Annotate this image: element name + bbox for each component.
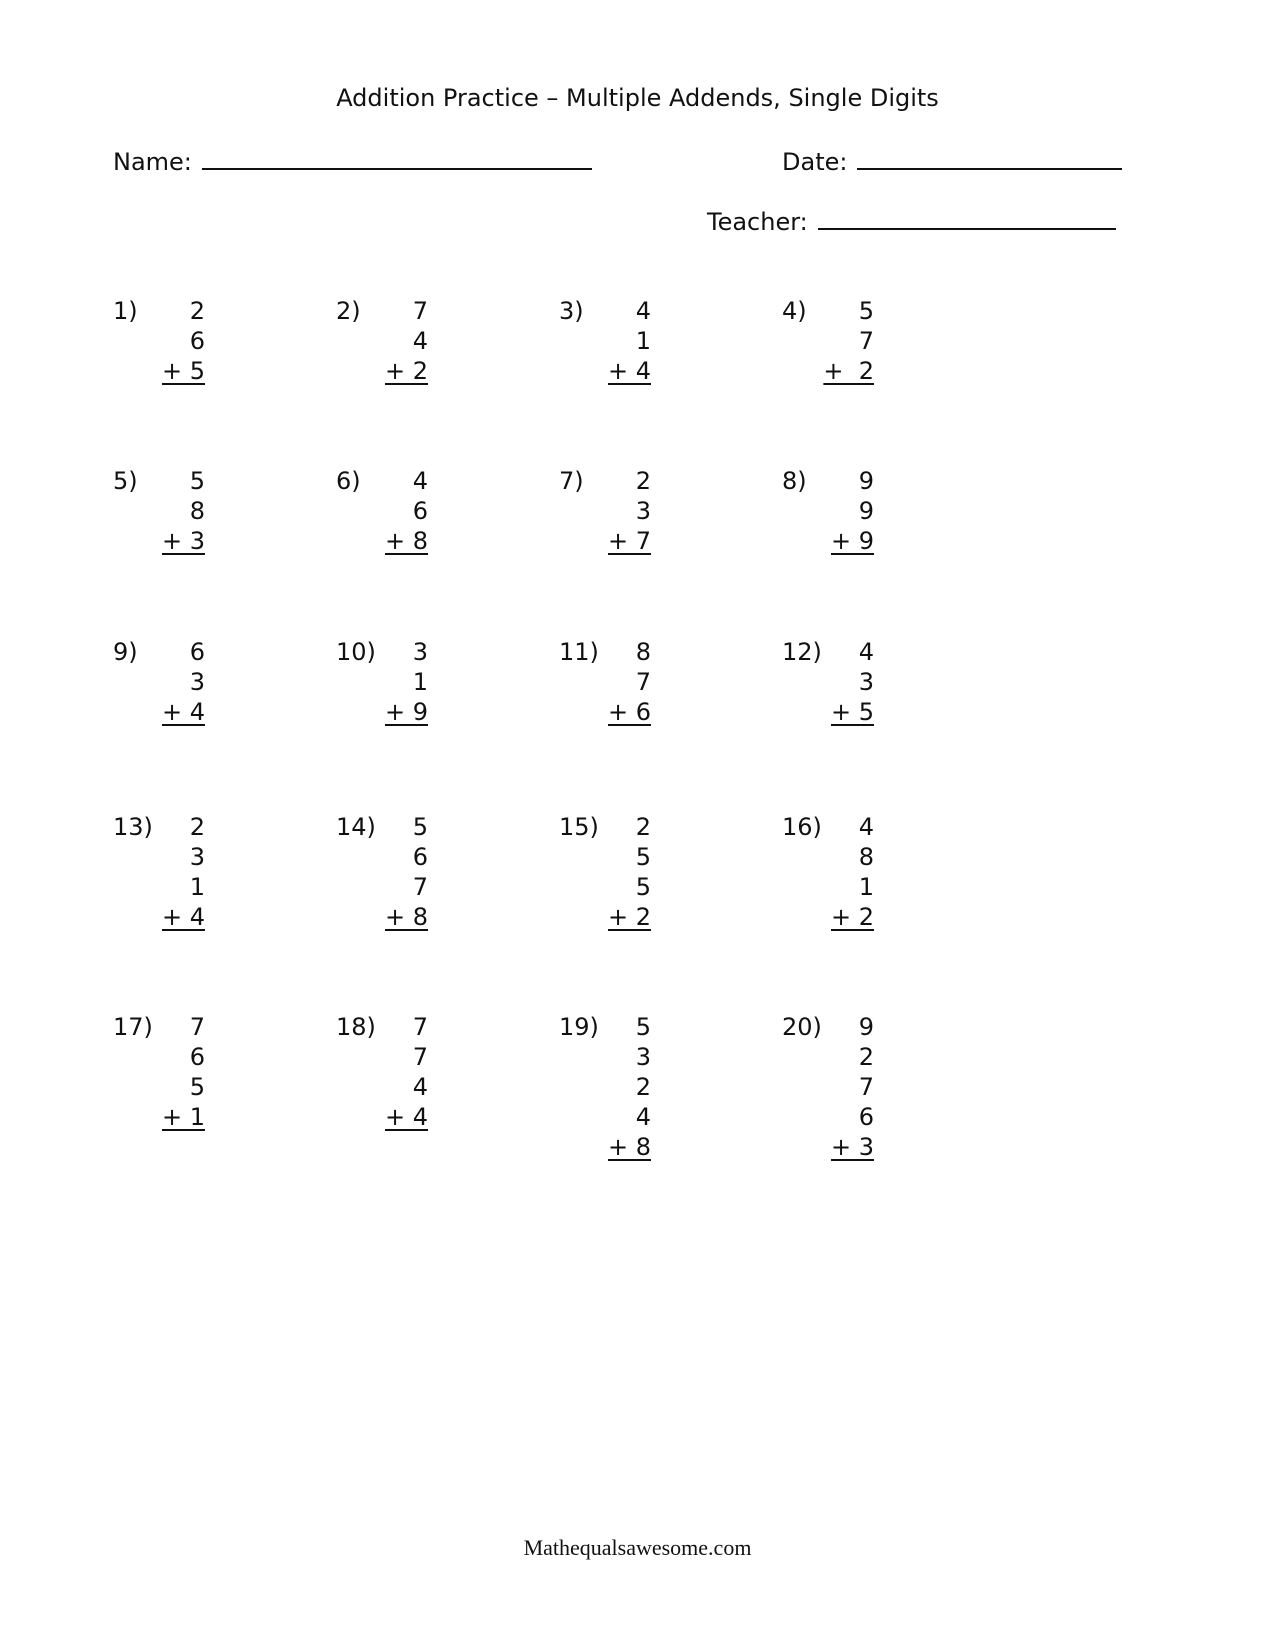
addend: 6 xyxy=(412,497,428,525)
problem-number: 7) xyxy=(559,467,584,495)
addend-stack xyxy=(336,1012,428,1132)
last-addend-with-plus: + 2 xyxy=(823,357,874,385)
addend: 4 xyxy=(412,1073,428,1101)
addend-stack xyxy=(336,637,428,727)
problem-number: 16) xyxy=(782,813,822,841)
addend: 3 xyxy=(635,497,651,525)
addend: 8 xyxy=(189,497,205,525)
addend-stack xyxy=(113,296,205,386)
addend: 7 xyxy=(412,297,428,325)
addend: 7 xyxy=(635,668,651,696)
date-blank-line[interactable] xyxy=(857,144,1122,170)
problem-number: 20) xyxy=(782,1013,822,1041)
problem-number: 10) xyxy=(336,638,376,666)
addend: 9 xyxy=(858,497,874,525)
addend: 3 xyxy=(189,843,205,871)
teacher-field[interactable] xyxy=(707,204,1116,236)
addend-stack xyxy=(113,1012,205,1132)
addend: 2 xyxy=(635,467,651,495)
addend: 3 xyxy=(635,1043,651,1071)
addend: 1 xyxy=(412,668,428,696)
addend: 2 xyxy=(189,813,205,841)
addend: 1 xyxy=(189,873,205,901)
addend: 9 xyxy=(858,467,874,495)
problem-number: 17) xyxy=(113,1013,153,1041)
last-addend-with-plus: + 2 xyxy=(830,903,874,931)
teacher-blank-line[interactable] xyxy=(818,204,1116,230)
addend: 4 xyxy=(858,813,874,841)
last-addend-with-plus: + 8 xyxy=(384,903,428,931)
problem-number: 13) xyxy=(113,813,153,841)
problem-number: 3) xyxy=(559,297,584,325)
addend: 5 xyxy=(189,1073,205,1101)
addend: 2 xyxy=(635,1073,651,1101)
problem-number: 11) xyxy=(559,638,599,666)
last-addend-with-plus: + 1 xyxy=(161,1103,205,1131)
addend: 3 xyxy=(412,638,428,666)
problem-number: 19) xyxy=(559,1013,599,1041)
addend: 5 xyxy=(635,1013,651,1041)
problem-number: 5) xyxy=(113,467,138,495)
last-addend-with-plus: + 8 xyxy=(384,527,428,555)
addend-stack xyxy=(782,637,874,727)
addend-stack xyxy=(782,466,874,556)
last-addend-with-plus: + 9 xyxy=(384,698,428,726)
addend: 7 xyxy=(858,327,874,355)
last-addend-with-plus: + 8 xyxy=(607,1133,651,1161)
addend: 6 xyxy=(189,638,205,666)
addend: 5 xyxy=(635,843,651,871)
addend-stack xyxy=(113,466,205,556)
addend-stack xyxy=(782,296,874,386)
problem-number: 12) xyxy=(782,638,822,666)
last-addend-with-plus: + 5 xyxy=(830,698,874,726)
addend-stack xyxy=(559,637,651,727)
addend: 7 xyxy=(858,1073,874,1101)
addend-stack xyxy=(559,812,651,932)
footer-website: Mathequalsawesome.com xyxy=(523,1535,752,1560)
addend-stack xyxy=(113,812,205,932)
last-addend-with-plus: + 7 xyxy=(607,527,651,555)
last-addend-with-plus: + 9 xyxy=(830,527,874,555)
addend: 4 xyxy=(412,327,428,355)
addend: 4 xyxy=(635,1103,651,1131)
addend: 3 xyxy=(189,668,205,696)
last-addend-with-plus: + 4 xyxy=(161,903,205,931)
addend: 2 xyxy=(858,1043,874,1071)
addend: 3 xyxy=(858,668,874,696)
addend: 6 xyxy=(412,843,428,871)
addend-stack xyxy=(336,812,428,932)
worksheet-title: Addition Practice – Multiple Addends, Single Digits xyxy=(336,84,939,112)
problem-number: 4) xyxy=(782,297,807,325)
addend: 7 xyxy=(412,873,428,901)
problem-number: 6) xyxy=(336,467,361,495)
addend-stack xyxy=(336,466,428,556)
addend: 4 xyxy=(412,467,428,495)
addend: 1 xyxy=(635,327,651,355)
addend: 5 xyxy=(189,467,205,495)
teacher-label: Teacher: xyxy=(707,208,808,236)
problem-number: 15) xyxy=(559,813,599,841)
addend: 5 xyxy=(858,297,874,325)
addend: 2 xyxy=(635,813,651,841)
last-addend-with-plus: + 4 xyxy=(607,357,651,385)
last-addend-with-plus: + 5 xyxy=(161,357,205,385)
addend-stack xyxy=(782,1012,874,1162)
addend: 9 xyxy=(858,1013,874,1041)
problem-number: 8) xyxy=(782,467,807,495)
last-addend-with-plus: + 2 xyxy=(607,903,651,931)
date-field[interactable] xyxy=(782,144,1122,176)
addend: 7 xyxy=(412,1013,428,1041)
addend-stack xyxy=(336,296,428,386)
name-label: Name: xyxy=(113,148,192,176)
addend: 7 xyxy=(412,1043,428,1071)
last-addend-with-plus: + 3 xyxy=(830,1133,874,1161)
addend-stack xyxy=(782,812,874,932)
addend: 8 xyxy=(635,638,651,666)
addend: 6 xyxy=(189,327,205,355)
addend: 7 xyxy=(189,1013,205,1041)
addend: 6 xyxy=(858,1103,874,1131)
addend-stack xyxy=(559,1012,651,1162)
addend-stack xyxy=(113,637,205,727)
addend: 4 xyxy=(635,297,651,325)
last-addend-with-plus: + 4 xyxy=(161,698,205,726)
last-addend-with-plus: + 2 xyxy=(384,357,428,385)
addend: 5 xyxy=(635,873,651,901)
problem-number: 9) xyxy=(113,638,138,666)
problem-number: 2) xyxy=(336,297,361,325)
addend-stack xyxy=(559,466,651,556)
addend: 1 xyxy=(858,873,874,901)
last-addend-with-plus: + 4 xyxy=(384,1103,428,1131)
addend: 2 xyxy=(189,297,205,325)
name-field[interactable] xyxy=(113,144,592,176)
addend: 5 xyxy=(412,813,428,841)
addend-stack xyxy=(559,296,651,386)
last-addend-with-plus: + 6 xyxy=(607,698,651,726)
date-label: Date: xyxy=(782,148,848,176)
problem-number: 1) xyxy=(113,297,138,325)
addend: 6 xyxy=(189,1043,205,1071)
addend: 4 xyxy=(858,638,874,666)
problem-number: 14) xyxy=(336,813,376,841)
addend: 8 xyxy=(858,843,874,871)
last-addend-with-plus: + 3 xyxy=(161,527,205,555)
problem-number: 18) xyxy=(336,1013,376,1041)
name-blank-line[interactable] xyxy=(202,144,592,170)
